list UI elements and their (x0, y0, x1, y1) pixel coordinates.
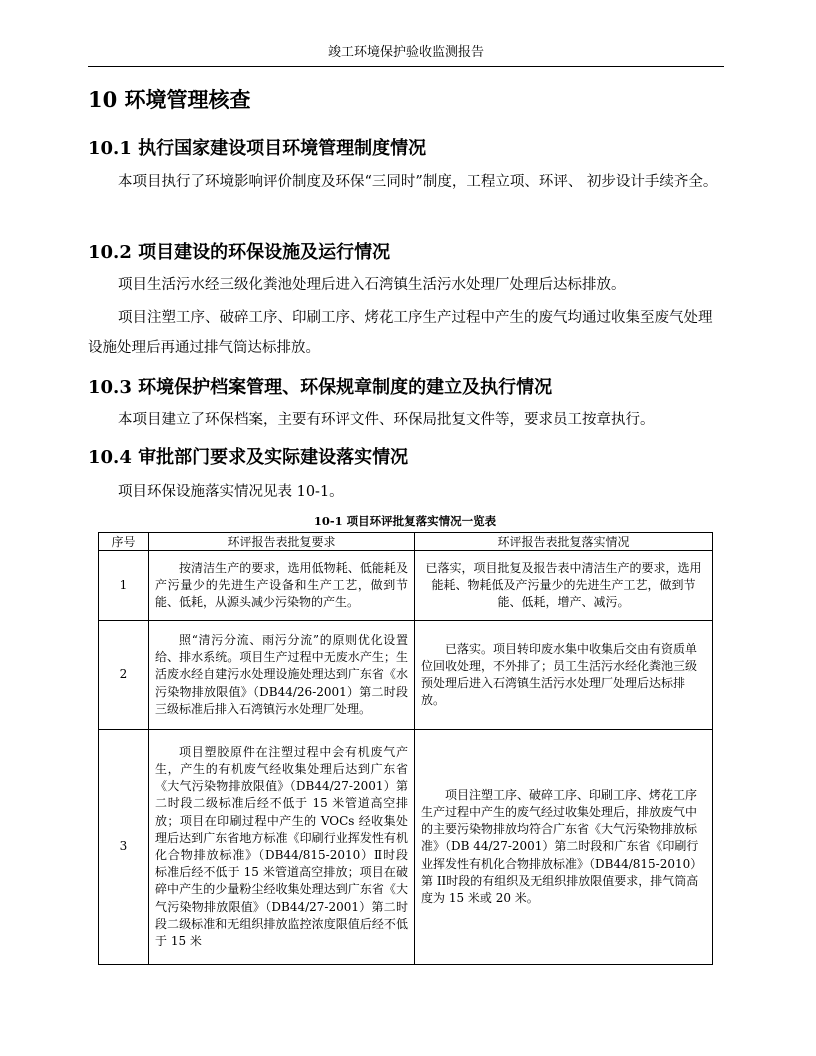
chapter-title: 10 环境管理核查 (88, 87, 251, 112)
table-caption: 10-1 项目环评批复落实情况一览表 (313, 514, 497, 528)
section-title-10-2: 10.2 项目建设的环保设施及运行情况 (88, 242, 391, 263)
row-index: 3 (99, 730, 149, 965)
section-10-2-paragraph-2: 项目注塑工序、破碎工序、印刷工序、烤花工序生产过程中产生的废气均通过收集至废气处理设施处理后再通过排气筒达标排放。 (88, 310, 713, 356)
header-index: 序号 (99, 533, 149, 551)
approval-implementation-table (98, 532, 713, 965)
table-row (99, 551, 713, 621)
section-title-10-3: 10.3 环境保护档案管理、环保规章制度的建立及执行情况 (88, 377, 553, 398)
row-requirement: 按清洁生产的要求，选用低物耗、低能耗及产污量少的先进生产设备和生产工艺，做到节能、低耗，从源头减少污染物的产生。 (149, 551, 415, 621)
table-header-row (99, 533, 713, 551)
row-index: 2 (99, 621, 149, 730)
row-index: 1 (99, 551, 149, 621)
section-title-10-1: 10.1 执行国家建设项目环境管理制度情况 (88, 138, 427, 159)
section-10-1-paragraph: 本项目执行了环境影响评价制度及环保“三同时”制度，工程立项、环评、 初步设计手续齐全。 (118, 174, 718, 190)
section-10-3-paragraph: 本项目建立了环保档案，主要有环评文件、环保局批复文件等，要求员工按章执行。 (118, 412, 655, 428)
row-requirement: 项目塑胶原件在注塑过程中会有机废气产生，产生的有机废气经收集处理后达到广东省《大气污染物排放限值》（DB44/27-2001）第二时段二级标准后经不低于 15 米管道高空排放；项目在印刷过程中产生的 VOCs 经收集处理后达到广东省地方标准《印刷行业挥发性有机化合物排放标准》（DB44/815-2010）Ⅱ时段标准后经不低于 15 米管道高空排放；项目在破碎中产生的少量粉尘经收集处理达到广东省《大气污染物排放限值》（DB44/27-2001）第二时段二级标准和无组织排放监控浓度限值后经不低于 15 米 (149, 730, 415, 965)
row-requirement: 照“清污分流、雨污分流”的原则优化设置给、排水系统。项目生产过程中无废水产生；生活废水经自建污水处理设施处理达到广东省《水污染物排放限值》（DB44/26-2001）第二时段三级标准后排入石湾镇污水处理厂处理。 (149, 621, 415, 730)
row-status: 已落实。项目转印废水集中收集后交由有资质单位回收处理，不外排了；员工生活污水经化粪池三级预处理后进入石湾镇生活污水处理厂处理后达标排放。 (415, 621, 713, 730)
page-header: 竣工环境保护验收监测报告 (88, 40, 724, 67)
table-row (99, 621, 713, 730)
header-status: 环评报告表批复落实情况 (415, 533, 713, 551)
row-status: 项目注塑工序、破碎工序、印刷工序、烤花工序生产过程中产生的废气经过收集处理后，排放废气中的主要污染物排放均符合广东省《大气污染物排放标准》（DB 44/27-2001）第二时段和广东省《印刷行业挥发性有机化合物排放标准》（DB44/815-2010）第 II时段的有组织及无组织排放限值要求，排气筒高度为 15 米或 20 米。 (415, 730, 713, 965)
section-10-2-paragraph-1: 项目生活污水经三级化粪池处理后进入石湾镇生活污水处理厂处理后达标排放。 (118, 277, 626, 293)
row-status: 已落实，项目批复及报告表中清洁生产的要求，选用能耗、物耗低及产污量少的先进生产工艺，做到节能、低耗，增产、减污。 (415, 551, 713, 621)
section-10-4-paragraph: 项目环保设施落实情况见表 10-1。 (118, 484, 344, 500)
table-row (99, 730, 713, 965)
section-title-10-4: 10.4 审批部门要求及实际建设落实情况 (88, 447, 409, 468)
header-requirement: 环评报告表批复要求 (149, 533, 415, 551)
